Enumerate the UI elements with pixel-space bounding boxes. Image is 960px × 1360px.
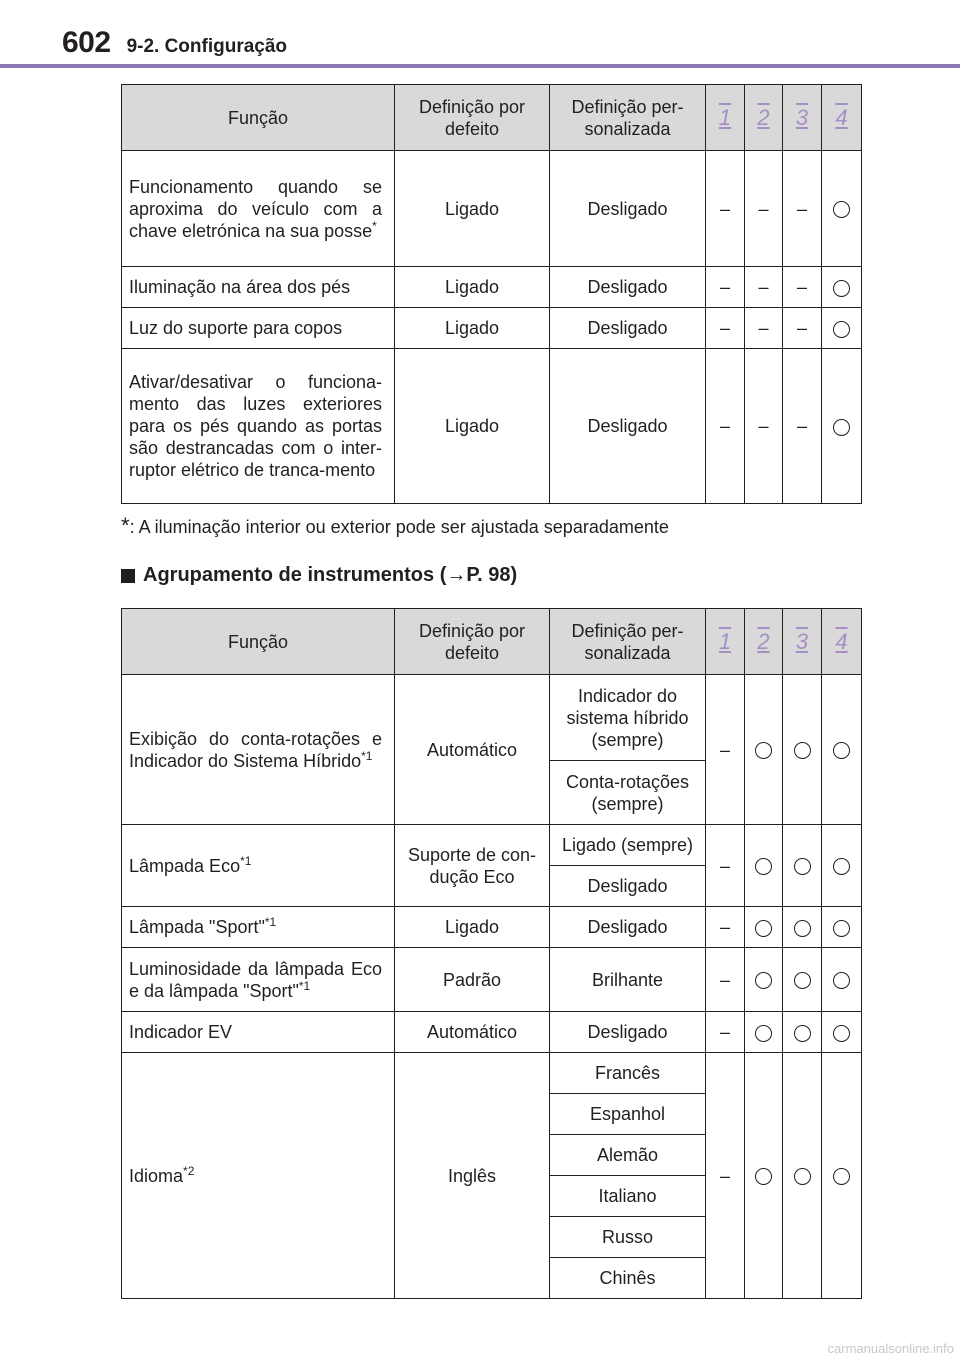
function-cell: Exibição do conta-rotações e Indicador do Sistema Híbrido$^{*1}$: [122, 675, 395, 825]
number-4-icon: 4: [835, 628, 848, 654]
function-cell: Funcionamento quando se aproxima do veículo com a chave eletrónica na sua posse*: [122, 151, 395, 267]
function-cell: Iluminação na área dos pés: [122, 267, 395, 308]
number-1-icon: 1: [718, 104, 732, 130]
header-col-1: [706, 85, 745, 151]
mark-cell: [745, 1012, 783, 1053]
circle-icon: [755, 1025, 772, 1042]
header-default: Definição por defeito: [395, 85, 550, 151]
default-cell: Automático: [395, 675, 550, 825]
mark-cell: [745, 675, 783, 825]
mark-cell: –: [706, 825, 745, 907]
number-2-icon: 2: [757, 104, 770, 130]
default-cell: Inglês: [395, 1053, 550, 1299]
custom-cell: Indicador do sistema híbrido (sempre): [550, 675, 706, 761]
mark-cell: –: [745, 349, 783, 504]
default-cell: Ligado: [395, 349, 550, 504]
table-row: [122, 1012, 862, 1053]
circle-icon: [755, 972, 772, 989]
mark-cell: [822, 1012, 862, 1053]
function-cell: Idioma$^{*2}$: [122, 1053, 395, 1299]
function-cell: Luminosidade da lâmpada Eco e da lâmpada "Sport"$^{*1}$: [122, 948, 395, 1012]
mark-cell: [783, 1012, 822, 1053]
number-4-icon: 4: [835, 104, 848, 130]
custom-cell: Chinês: [550, 1258, 706, 1299]
number-3-icon: 3: [795, 104, 809, 130]
mark-cell: [783, 675, 822, 825]
custom-cell: Conta-rotações (sempre): [550, 761, 706, 825]
mark-cell: [822, 1053, 862, 1299]
circle-icon: [755, 920, 772, 937]
mark-cell: –: [706, 948, 745, 1012]
mark-cell: –: [706, 1053, 745, 1299]
custom-cell: Desligado: [550, 907, 706, 948]
mark-cell: [783, 825, 822, 907]
settings-table-instruments: [121, 608, 862, 1299]
table-row: [122, 825, 862, 866]
header-custom: Definição per-sonalizada: [550, 85, 706, 151]
default-cell: Ligado: [395, 907, 550, 948]
default-cell: Ligado: [395, 267, 550, 308]
number-3-icon: 3: [795, 628, 809, 654]
mark-cell: –: [745, 151, 783, 267]
header-col-4: [822, 609, 862, 675]
square-bullet-icon: [121, 569, 135, 583]
custom-cell: Brilhante: [550, 948, 706, 1012]
circle-icon: [794, 858, 811, 875]
custom-cell: Alemão: [550, 1135, 706, 1176]
header-funcao: Função: [122, 609, 395, 675]
mark-cell: [783, 907, 822, 948]
custom-cell: Ligado (sempre): [550, 825, 706, 866]
number-2-icon: 2: [757, 628, 770, 654]
table-row: [122, 1053, 862, 1094]
mark-cell: [822, 825, 862, 907]
mark-cell: [822, 675, 862, 825]
asterisk-icon: *: [121, 513, 130, 538]
mark-cell: –: [783, 308, 822, 349]
table-row: [122, 267, 862, 308]
section-title: 9-2. Configuração: [126, 36, 288, 57]
custom-cell: Italiano: [550, 1176, 706, 1217]
header-custom: Definição per-sonalizada: [550, 609, 706, 675]
table-row: [122, 907, 862, 948]
circle-icon: [794, 920, 811, 937]
circle-icon: [833, 920, 850, 937]
header-col-3: [783, 609, 822, 675]
circle-icon: [833, 742, 850, 759]
mark-cell: –: [706, 907, 745, 948]
number-1-icon: 1: [718, 628, 732, 654]
settings-table-lighting: [121, 84, 862, 504]
custom-cell: Russo: [550, 1217, 706, 1258]
circle-icon: [833, 321, 850, 338]
custom-cell: Desligado: [550, 151, 706, 267]
header-rule: [0, 64, 960, 68]
watermark-text: carmanualsonline.info: [827, 1341, 954, 1356]
circle-icon: [833, 1025, 850, 1042]
default-cell: Padrão: [395, 948, 550, 1012]
mark-cell: –: [706, 151, 745, 267]
mark-cell: –: [745, 267, 783, 308]
function-cell: Indicador EV: [122, 1012, 395, 1053]
mark-cell: [822, 349, 862, 504]
function-cell: Lâmpada "Sport"$^{*1}$: [122, 907, 395, 948]
circle-icon: [755, 1168, 772, 1185]
mark-cell: [745, 907, 783, 948]
custom-cell: Espanhol: [550, 1094, 706, 1135]
table-row: [122, 675, 862, 761]
mark-cell: –: [706, 675, 745, 825]
mark-cell: –: [783, 267, 822, 308]
mark-cell: [745, 825, 783, 907]
custom-cell: Desligado: [550, 1012, 706, 1053]
default-cell: Ligado: [395, 151, 550, 267]
table-row: [122, 308, 862, 349]
mark-cell: –: [706, 1012, 745, 1053]
mark-cell: –: [706, 349, 745, 504]
custom-cell: Desligado: [550, 308, 706, 349]
page-header: [62, 26, 287, 62]
mark-cell: [745, 948, 783, 1012]
default-cell: Suporte de con-dução Eco: [395, 825, 550, 907]
mark-cell: –: [706, 308, 745, 349]
header-col-1: [706, 609, 745, 675]
default-cell: Automático: [395, 1012, 550, 1053]
table-row: [122, 349, 862, 504]
circle-icon: [755, 858, 772, 875]
mark-cell: [822, 267, 862, 308]
custom-cell: Francês: [550, 1053, 706, 1094]
mark-cell: [822, 308, 862, 349]
circle-icon: [833, 858, 850, 875]
function-cell: Luz do suporte para copos: [122, 308, 395, 349]
table-row: [122, 948, 862, 1012]
circle-icon: [833, 1168, 850, 1185]
custom-cell: Desligado: [550, 267, 706, 308]
mark-cell: [783, 1053, 822, 1299]
mark-cell: –: [706, 267, 745, 308]
header-col-3: [783, 85, 822, 151]
footnote-text: : A iluminação interior ou exterior pode ser ajustada separadamente: [129, 517, 669, 537]
custom-cell: Desligado: [550, 349, 706, 504]
page-number: 602: [62, 26, 111, 59]
circle-icon: [833, 419, 850, 436]
custom-cell: Desligado: [550, 866, 706, 907]
circle-icon: [833, 972, 850, 989]
circle-icon: [794, 1025, 811, 1042]
default-cell: Ligado: [395, 308, 550, 349]
mark-cell: [783, 948, 822, 1012]
table-header-row: [122, 609, 862, 675]
mark-cell: –: [783, 349, 822, 504]
mark-cell: [822, 151, 862, 267]
subheading: Agrupamento de instrumentos ( → P. 98): [121, 564, 517, 587]
table-header-row: [122, 85, 862, 151]
table-row: [122, 151, 862, 267]
arrow-icon: →: [446, 564, 467, 586]
circle-icon: [833, 280, 850, 297]
circle-icon: [794, 972, 811, 989]
function-cell: Ativar/desativar o funciona-mento das luzes exteriores para os pés quando as portas são destrancadas com o inter-ruptor elétrico de tranca-mento: [122, 349, 395, 504]
circle-icon: [833, 201, 850, 218]
mark-cell: [745, 1053, 783, 1299]
mark-cell: –: [783, 151, 822, 267]
mark-cell: [822, 907, 862, 948]
header-default: Definição por defeito: [395, 609, 550, 675]
mark-cell: –: [745, 308, 783, 349]
header-col-2: [745, 609, 783, 675]
circle-icon: [794, 1168, 811, 1185]
header-col-4: [822, 85, 862, 151]
circle-icon: [755, 742, 772, 759]
mark-cell: [822, 948, 862, 1012]
header-funcao: Função: [122, 85, 395, 151]
header-col-2: [745, 85, 783, 151]
function-cell: Lâmpada Eco$^{*1}$: [122, 825, 395, 907]
footnote: [121, 513, 669, 539]
circle-icon: [794, 742, 811, 759]
